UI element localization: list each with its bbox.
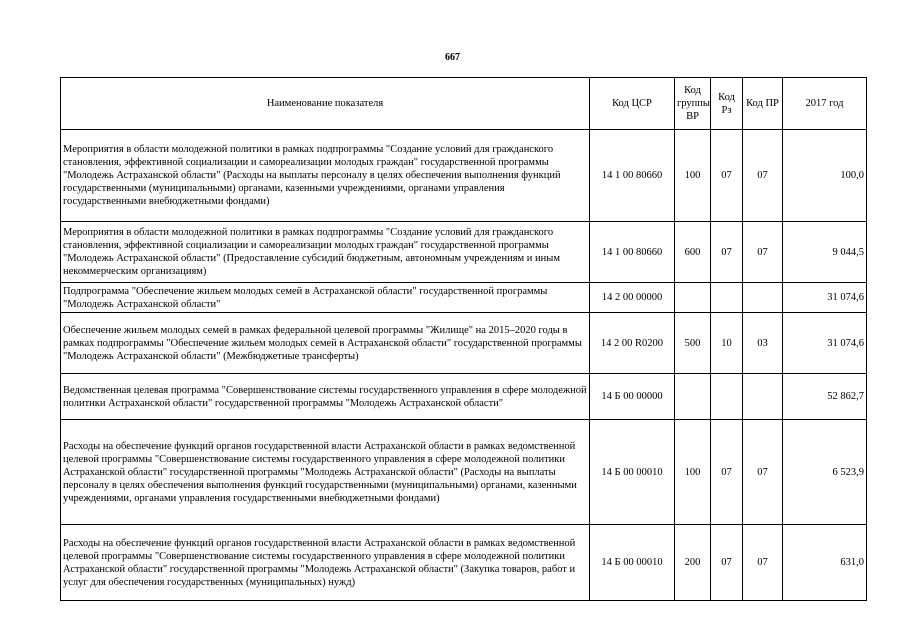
row-rz: 07 — [711, 420, 743, 525]
row-vr: 100 — [675, 420, 711, 525]
table-row — [61, 420, 867, 525]
row-csr: 14 2 00 00000 — [590, 283, 675, 313]
row-vr — [675, 374, 711, 420]
row-amount: 9 044,5 — [783, 222, 867, 283]
row-name: Мероприятия в области молодежной политики в рамках подпрограммы "Создание условий для гражданского становления, эффективной социализации и самореализации молодых граждан" государственной программы "Молодежь Астраханской области" (Предоставление субсидий бюджетным, автономным учреждениям и иным некоммерческим организациям) — [61, 222, 590, 283]
table-row — [61, 222, 867, 283]
row-pr — [743, 374, 783, 420]
table-header-row — [61, 78, 867, 130]
row-rz — [711, 283, 743, 313]
table-row — [61, 525, 867, 601]
row-pr — [743, 283, 783, 313]
table-row — [61, 374, 867, 420]
row-pr: 07 — [743, 130, 783, 222]
row-amount: 52 862,7 — [783, 374, 867, 420]
row-vr: 500 — [675, 313, 711, 374]
header-pr: Код ПР — [743, 78, 783, 130]
row-name: Расходы на обеспечение функций органов государственной власти Астраханской области в рамках ведомственной целевой программы "Совершенствование системы государственного управления в сфере молодежной политики Астраханской области" государственной программы "Молодежь Астраханской области" (Закупка товаров, работ и услуг для обеспечения государственных (муниципальных) нужд) — [61, 525, 590, 601]
row-amount: 6 523,9 — [783, 420, 867, 525]
row-amount: 31 074,6 — [783, 283, 867, 313]
row-vr — [675, 283, 711, 313]
row-name: Ведомственная целевая программа "Совершенствование системы государственного управления в сфере молодежной политики Астраханской области" государственной программы "Молодежь Астраханской области" — [61, 374, 590, 420]
row-vr: 600 — [675, 222, 711, 283]
row-amount: 100,0 — [783, 130, 867, 222]
row-csr: 14 1 00 80660 — [590, 222, 675, 283]
row-vr: 200 — [675, 525, 711, 601]
table-row — [61, 313, 867, 374]
header-rz: Код Рз — [711, 78, 743, 130]
row-rz — [711, 374, 743, 420]
page-number: 667 — [445, 52, 460, 63]
row-rz: 07 — [711, 222, 743, 283]
row-csr: 14 Б 00 00010 — [590, 525, 675, 601]
row-pr: 07 — [743, 222, 783, 283]
row-amount: 631,0 — [783, 525, 867, 601]
row-rz: 07 — [711, 130, 743, 222]
header-name: Наименование показателя — [61, 78, 590, 130]
row-pr: 07 — [743, 525, 783, 601]
row-csr: 14 Б 00 00010 — [590, 420, 675, 525]
row-csr: 14 Б 00 00000 — [590, 374, 675, 420]
row-pr: 03 — [743, 313, 783, 374]
row-rz: 07 — [711, 525, 743, 601]
row-name: Подпрограмма "Обеспечение жильем молодых семей в Астраханской области" государственной программы "Молодежь Астраханской области" — [61, 283, 590, 313]
header-csr: Код ЦСР — [590, 78, 675, 130]
table-row — [61, 283, 867, 313]
row-vr: 100 — [675, 130, 711, 222]
budget-table — [60, 77, 867, 601]
row-pr: 07 — [743, 420, 783, 525]
row-name: Обеспечение жильем молодых семей в рамках федеральной целевой программы "Жилище" на 2015–2020 годы в рамках подпрограммы "Обеспечение жильем молодых семей в Астраханской области" государственной программы "Молодежь Астраханской области" (Межбюджетные трансферты) — [61, 313, 590, 374]
row-csr: 14 2 00 R0200 — [590, 313, 675, 374]
row-amount: 31 074,6 — [783, 313, 867, 374]
row-rz: 10 — [711, 313, 743, 374]
table-row — [61, 130, 867, 222]
header-year: 2017 год — [783, 78, 867, 130]
row-name: Мероприятия в области молодежной политики в рамках подпрограммы "Создание условий для гражданского становления, эффективной социализации и самореализации молодых граждан" государственной программы "Молодежь Астраханской области" (Расходы на выплаты персоналу в целях обеспечения выполнения функций государственными (муниципальными) органами, казенными учреждениями, органами управления государственными внебюджетными фондами) — [61, 130, 590, 222]
row-name: Расходы на обеспечение функций органов государственной власти Астраханской области в рамках ведомственной целевой программы "Совершенствование системы государственного управления в сфере молодежной политики Астраханской области" государственной программы "Молодежь Астраханской области" (Расходы на выплаты персоналу в целях обеспечения выполнения функций государственными (муниципальными) органами, казенными учреждениями, органами управления государственными внебюджетными фондами) — [61, 420, 590, 525]
header-vr: Код группы ВР — [675, 78, 711, 130]
row-csr: 14 1 00 80660 — [590, 130, 675, 222]
